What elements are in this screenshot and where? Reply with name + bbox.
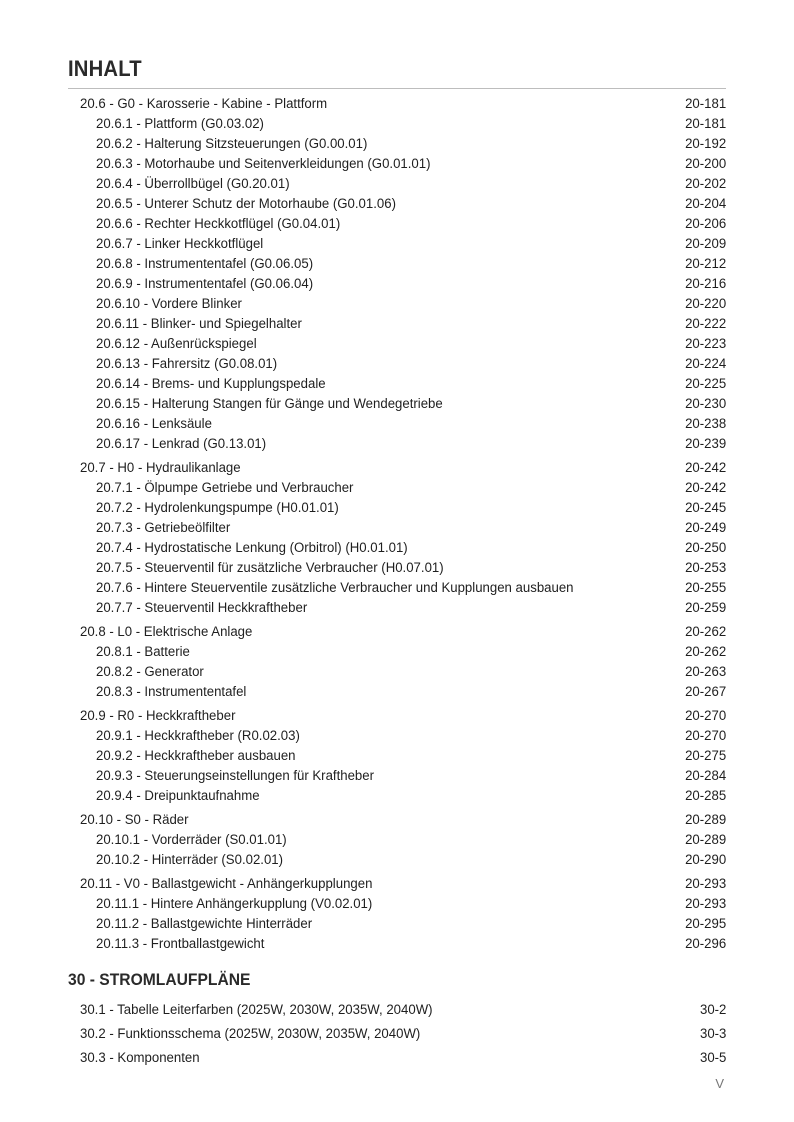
toc-entry-label: 20.7.3 - Getriebeölfilter [96,520,231,536]
toc-entry[interactable] [0,726,794,746]
toc-entry[interactable] [0,214,794,234]
toc-entry[interactable] [0,518,794,538]
toc-entry-page: 20-253 [684,560,726,576]
toc-entry-page: 20-223 [684,336,726,352]
toc-entry-page: 20-222 [684,316,726,332]
toc-group-entry[interactable] [0,706,794,726]
toc-entry-label: 20.6.8 - Instrumententafel (G0.06.05) [96,256,314,272]
toc-entry[interactable] [0,746,794,766]
section-heading-label: 30 - STROMLAUFPLÄNE [68,970,251,989]
toc-entry-label: 30.2 - Funktionsschema (2025W, 2030W, 2035W, 2040W) [80,1026,421,1042]
toc-entry-page: 20-250 [684,540,726,556]
toc-entry-label: 20.10.1 - Vorderräder (S0.01.01) [96,832,287,848]
toc-entry-page: 20-295 [684,916,726,932]
toc-entry-page: 20-249 [684,520,726,536]
toc-entry-page: 20-263 [684,664,726,680]
toc-entry-page: 20-220 [684,296,726,312]
toc-entry-page: 20-209 [684,236,726,252]
toc-entry-page: 20-238 [684,416,726,432]
toc-entry-page: 20-293 [684,876,726,892]
toc-group-entry[interactable] [0,622,794,642]
toc-entry-label: 20.9.4 - Dreipunktaufnahme [96,788,260,804]
toc-entry[interactable] [0,194,794,214]
toc-entry[interactable] [0,254,794,274]
toc-entry[interactable] [0,114,794,134]
toc-entry[interactable] [0,850,794,870]
page-title: INHALT [68,56,142,81]
toc-entry-label: 20.7.7 - Steuerventil Heckkraftheber [96,600,308,616]
toc-entry[interactable] [0,1022,794,1046]
toc-entry-page: 20-242 [684,480,726,496]
toc-entry-label: 20.9 - R0 - Heckkraftheber [80,708,236,724]
toc-entry[interactable] [0,434,794,454]
toc-entry-page: 20-285 [684,788,726,804]
toc-entry-page: 30-3 [699,1026,726,1042]
toc-entry-page: 20-293 [684,896,726,912]
toc-entry-page: 20-204 [684,196,726,212]
toc-entry[interactable] [0,682,794,702]
toc-entry-label: 20.8.1 - Batterie [96,644,190,660]
toc-entry-label: 20.6.12 - Außenrückspiegel [96,336,257,352]
toc-entry-label: 20.6.5 - Unterer Schutz der Motorhaube (G0.01.06) [96,196,396,212]
toc-entry-label: 20.11.2 - Ballastgewichte Hinterräder [96,916,313,932]
toc-entry[interactable] [0,134,794,154]
toc-entry[interactable] [0,1046,794,1070]
toc-entry-label: 20.6.16 - Lenksäule [96,416,212,432]
toc-entry-label: 20.9.3 - Steuerungseinstellungen für Kraftheber [96,768,374,784]
toc-entry-label: 20.6.7 - Linker Heckkotflügel [96,236,264,252]
toc-entry[interactable] [0,830,794,850]
toc-entry-label: 20.7.6 - Hintere Steuerventile zusätzliche Verbraucher und Kupplungen ausbauen [96,580,574,596]
toc-entry-label: 20.6.1 - Plattform (G0.03.02) [96,116,264,132]
toc-entry-label: 30.1 - Tabelle Leiterfarben (2025W, 2030W, 2035W, 2040W) [80,1002,433,1018]
toc-entry-page: 20-270 [684,728,726,744]
toc-entry-page: 20-289 [684,812,726,828]
toc-entry[interactable] [0,642,794,662]
toc-group-entry[interactable] [0,458,794,478]
toc-entry[interactable] [0,786,794,806]
toc-entry-label: 30.3 - Komponenten [80,1050,200,1066]
toc-entry-page: 20-270 [684,708,726,724]
toc-entry-page: 20-230 [684,396,726,412]
toc-entry-label: 20.11.1 - Hintere Anhängerkupplung (V0.02.01) [96,896,373,912]
toc-entry-label: 20.8.3 - Instrumententafel [96,684,247,700]
toc-entry-page: 20-289 [684,832,726,848]
title-divider [68,88,726,89]
toc-entry[interactable] [0,274,794,294]
toc-entry[interactable] [0,394,794,414]
toc-entry-label: 20.11.3 - Frontballastgewicht [96,936,265,952]
toc-entry-page: 20-239 [684,436,726,452]
toc-entry-label: 20.6.4 - Überrollbügel (G0.20.01) [96,176,290,192]
toc-entry-page: 20-296 [684,936,726,952]
toc-entry-label: 20.7.2 - Hydrolenkungspumpe (H0.01.01) [96,500,339,516]
toc-entry-page: 20-290 [684,852,726,868]
toc-entry-label: 20.8.2 - Generator [96,664,204,680]
toc-entry-label: 20.6.13 - Fahrersitz (G0.08.01) [96,356,278,372]
toc-entry-label: 20.9.2 - Heckkraftheber ausbauen [96,748,296,764]
toc-entry-page: 20-225 [684,376,726,392]
toc-entry-page: 30-2 [699,1002,726,1018]
toc-entry[interactable] [0,894,794,914]
toc-entry[interactable] [0,354,794,374]
toc-entry-label: 20.6.14 - Brems- und Kupplungspedale [96,376,326,392]
toc-entry-label: 20.6.11 - Blinker- und Spiegelhalter [96,316,302,332]
toc-entry[interactable] [0,558,794,578]
toc-entry[interactable] [0,374,794,394]
toc-entry[interactable] [0,414,794,434]
toc-entry[interactable] [0,598,794,618]
toc-entry-page: 20-262 [684,624,726,640]
toc-group-entry[interactable] [0,810,794,830]
toc-entry-label: 20.10 - S0 - Räder [80,812,189,828]
toc-section-20 [0,94,794,954]
toc-entry[interactable] [0,766,794,786]
toc-entry[interactable] [0,174,794,194]
toc-entry-page: 20-202 [684,176,726,192]
toc-entry[interactable] [0,662,794,682]
toc-entry-page: 20-255 [684,580,726,596]
toc-entry-label: 20.8 - L0 - Elektrische Anlage [80,624,253,640]
toc-entry-label: 20.7 - H0 - Hydraulikanlage [80,460,241,476]
toc-entry[interactable] [0,934,794,954]
toc-entry-label: 20.10.2 - Hinterräder (S0.02.01) [96,852,284,868]
toc-entry-page: 20-206 [684,216,726,232]
toc-entry-page: 20-192 [684,136,726,152]
toc-entry-page: 20-181 [684,96,726,112]
toc-entry[interactable] [0,498,794,518]
toc-entry[interactable] [0,998,794,1022]
toc-entry-label: 20.6.6 - Rechter Heckkotflügel (G0.04.01) [96,216,341,232]
toc-entry[interactable] [0,234,794,254]
toc-entry[interactable] [0,334,794,354]
toc-entry-page: 20-275 [684,748,726,764]
toc-group-entry[interactable] [0,874,794,894]
toc-group-entry[interactable] [0,94,794,114]
toc-entry-label: 20.6.15 - Halterung Stangen für Gänge und Wendegetriebe [96,396,443,412]
toc-entry-label: 20.6.9 - Instrumententafel (G0.06.04) [96,276,314,292]
table-of-contents [0,94,794,1070]
toc-entry-label: 20.7.1 - Ölpumpe Getriebe und Verbraucher [96,480,354,496]
toc-entry-page: 20-181 [684,116,726,132]
toc-entry[interactable] [0,294,794,314]
toc-entry[interactable] [0,578,794,598]
toc-entry-page: 20-259 [684,600,726,616]
toc-entry-page: 20-284 [684,768,726,784]
toc-entry[interactable] [0,914,794,934]
toc-entry-page: 20-262 [684,644,726,660]
page-number: V [715,1076,724,1091]
toc-entry-page: 20-242 [684,460,726,476]
toc-entry[interactable] [0,478,794,498]
toc-entry[interactable] [0,538,794,558]
toc-entry-label: 20.7.4 - Hydrostatische Lenkung (Orbitrol) (H0.01.01) [96,540,408,556]
toc-entry-page: 20-212 [684,256,726,272]
toc-entry-label: 20.6.10 - Vordere Blinker [96,296,242,312]
toc-entry-label: 20.6.3 - Motorhaube und Seitenverkleidungen (G0.01.01) [96,156,431,172]
toc-entry-label: 20.11 - V0 - Ballastgewicht - Anhängerkupplungen [80,876,373,892]
toc-entry-page: 20-200 [684,156,726,172]
section-heading [0,968,794,992]
toc-entry-label: 20.9.1 - Heckkraftheber (R0.02.03) [96,728,300,744]
toc-entry-label: 20.7.5 - Steuerventil für zusätzliche Verbraucher (H0.07.01) [96,560,444,576]
toc-entry-page: 30-5 [699,1050,726,1066]
toc-entry-label: 20.6 - G0 - Karosserie - Kabine - Plattform [80,96,328,112]
toc-entry[interactable] [0,154,794,174]
toc-entry[interactable] [0,314,794,334]
toc-entry-page: 20-216 [684,276,726,292]
toc-entry-label: 20.6.2 - Halterung Sitzsteuerungen (G0.00.01) [96,136,368,152]
toc-entry-page: 20-224 [684,356,726,372]
toc-entry-label: 20.6.17 - Lenkrad (G0.13.01) [96,436,267,452]
toc-entry-page: 20-245 [684,500,726,516]
toc-entry-page: 20-267 [684,684,726,700]
